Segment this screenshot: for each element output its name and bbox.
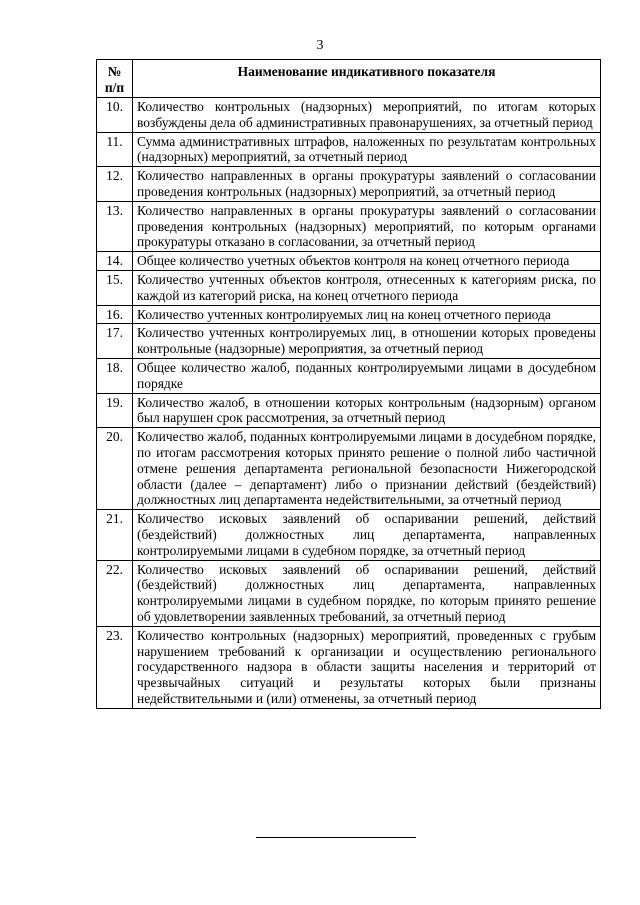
row-number: 22. [97, 560, 133, 626]
column-header-number [97, 60, 133, 98]
indicator-name: Общее количество жалоб, поданных контролируемыми лицами в досудебном порядке [133, 358, 601, 393]
row-number: 20. [97, 428, 133, 510]
indicator-name: Количество контрольных (надзорных) мероприятий, проведенных с грубым нарушением требований к организации и осуществлению регионального государственного надзора в области защиты населения и территорий от чрезвычайных ситуаций и результаты которых были признаны недействительными и (или) отменены, за отчетный период [133, 626, 601, 708]
column-header-number-line2: п/п [104, 80, 125, 95]
table-row [97, 252, 601, 271]
table-row [97, 270, 601, 305]
row-number: 12. [97, 167, 133, 202]
row-number: 15. [97, 270, 133, 305]
indicators-table [96, 59, 601, 709]
indicator-name: Количество учтенных объектов контроля, отнесенных к категориям риска, по каждой из категорий риска, на конец отчетного периода [133, 270, 601, 305]
indicator-name: Количество исковых заявлений об оспаривании решений, действий (бездействий) должностных лиц департамента, направленных контролируемыми лицами в судебном порядке, по которым принято решение об удовлетворении заявленных требований, за отчетный период [133, 560, 601, 626]
row-number: 10. [97, 98, 133, 133]
table-row [97, 626, 601, 708]
table-row [97, 132, 601, 167]
closing-rule [256, 837, 416, 838]
indicator-name: Количество направленных в органы прокуратуры заявлений о согласовании проведения контрольных (надзорных) мероприятий, по которым органами прокуратуры отказано в согласовании, за отчетный период [133, 201, 601, 251]
indicator-name: Сумма административных штрафов, наложенных по результатам контрольных (надзорных) мероприятий, за отчетный период [133, 132, 601, 167]
row-number: 23. [97, 626, 133, 708]
row-number: 16. [97, 305, 133, 324]
row-number: 21. [97, 510, 133, 560]
indicator-name: Количество жалоб, в отношении которых контрольным (надзорным) органом был нарушен срок рассмотрения, за отчетный период [133, 393, 601, 428]
table-row [97, 428, 601, 510]
table-row [97, 167, 601, 202]
table-row [97, 510, 601, 560]
column-header-name: Наименование индикативного показателя [133, 60, 601, 98]
indicator-name: Количество жалоб, поданных контролируемыми лицами в досудебном порядке, по итогам рассмотрения которых принято решение о полной либо частичной отмене решения департамента региональной безопасности Нижегородской области (далее – департамент) либо о признании действий (бездействий) должностных лиц департамента недействительными, за отчетный период [133, 428, 601, 510]
indicator-name: Количество учтенных контролируемых лиц, в отношении которых проведены контрольные (надзорные) мероприятия, за отчетный период [133, 324, 601, 359]
column-header-number-line1: № [107, 64, 122, 79]
row-number: 11. [97, 132, 133, 167]
indicator-name: Общее количество учетных объектов контроля на конец отчетного периода [133, 252, 601, 271]
indicator-name: Количество контрольных (надзорных) мероприятий, по итогам которых возбуждены дела об административных правонарушениях, за отчетный период [133, 98, 601, 133]
table-row [97, 560, 601, 626]
row-number: 13. [97, 201, 133, 251]
table-row [97, 201, 601, 251]
page-number: 3 [316, 38, 324, 53]
table-row [97, 324, 601, 359]
indicator-name: Количество направленных в органы прокуратуры заявлений о согласовании проведения контрольных (надзорных) мероприятий, за отчетный период [133, 167, 601, 202]
table-row [97, 305, 601, 324]
table-header-row [97, 60, 601, 98]
row-number: 18. [97, 358, 133, 393]
row-number: 17. [97, 324, 133, 359]
table-row [97, 358, 601, 393]
indicator-name: Количество учтенных контролируемых лиц на конец отчетного периода [133, 305, 601, 324]
table-row [97, 98, 601, 133]
indicator-name: Количество исковых заявлений об оспаривании решений, действий (бездействий) должностных лиц департамента, направленных контролируемыми лицами в судебном порядке, за отчетный период [133, 510, 601, 560]
row-number: 14. [97, 252, 133, 271]
row-number: 19. [97, 393, 133, 428]
table-row [97, 393, 601, 428]
